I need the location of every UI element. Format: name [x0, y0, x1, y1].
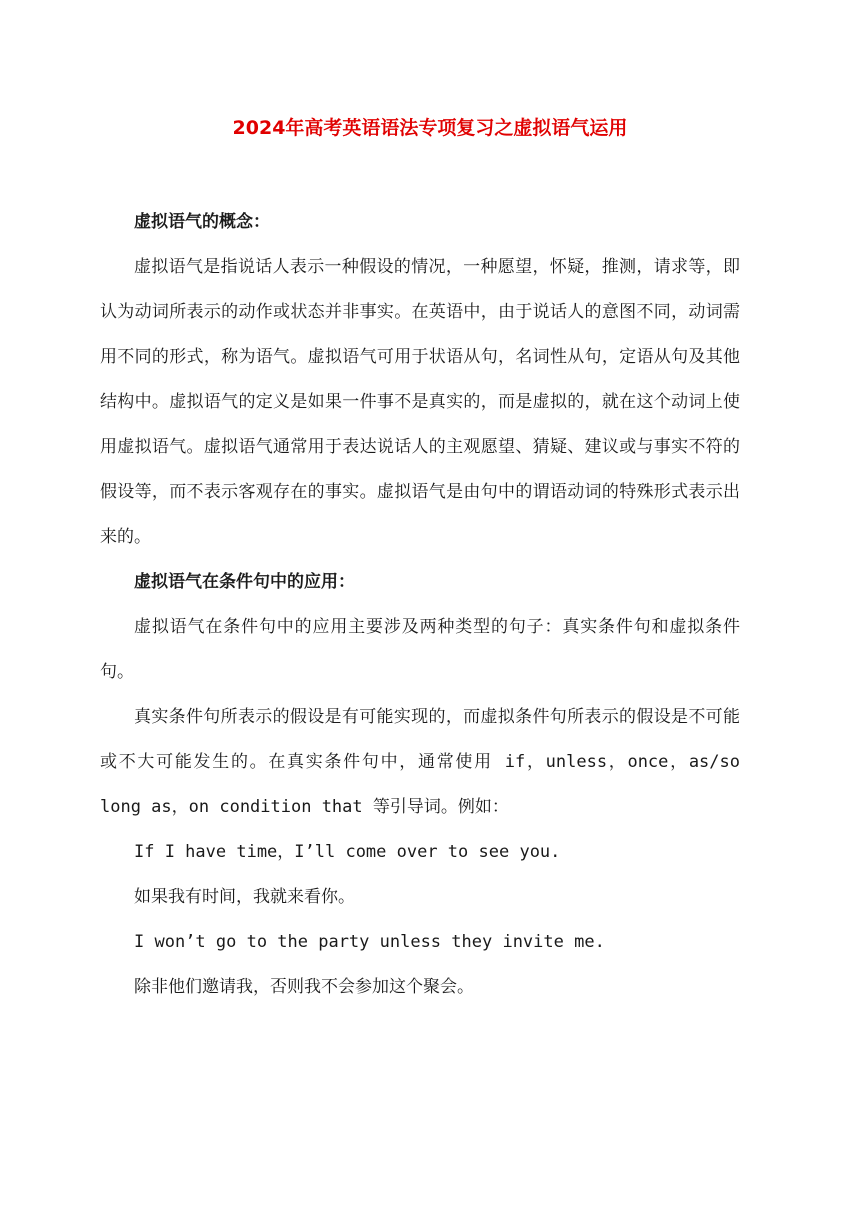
- section-heading-concept: 虚拟语气的概念：: [134, 212, 270, 232]
- document-body: [100, 200, 740, 1010]
- document-title: 2024年高考英语语法专项复习之虚拟语气运用: [232, 117, 628, 139]
- example-sentence-en-1: If I have time，I’ll come over to see you.: [134, 842, 561, 862]
- example-sentence-en-2: I won’t go to the party unless they invite me.: [134, 932, 605, 952]
- paragraph-definition: 虚拟语气是指说话人表示一种假设的情况，一种愿望，怀疑，推测，请求等，即认为动词所表示的动作或状态并非事实。在英语中，由于说话人的意图不同，动词需用不同的形式，称为语气。虚拟语气可用于状语从句，名词性从句，定语从句及其他结构中。虚拟语气的定义是如果一件事不是真实的，而是虚拟的，就在这个动词上使用虚拟语气。虚拟语气通常用于表达说话人的主观愿望、猜疑、建议或与事实不符的假设等，而不表示客观存在的事实。虚拟语气是由句中的谓语动词的特殊形式表示出来的。: [100, 257, 740, 547]
- paragraph-real-conditional: 真实条件句所表示的假设是有可能实现的，而虚拟条件句所表示的假设是不可能或不大可能发生的。在真实条件句中，通常使用 if，unless，once，as/so long as，on condition that 等引导词。例如：: [100, 707, 740, 817]
- example-sentence-zh-1: 如果我有时间，我就来看你。: [134, 887, 355, 907]
- example-sentence-zh-2: 除非他们邀请我，否则我不会参加这个聚会。: [134, 977, 474, 997]
- section-heading-conditional: 虚拟语气在条件句中的应用：: [134, 572, 355, 592]
- paragraph-conditional-types: 虚拟语气在条件句中的应用主要涉及两种类型的句子：真实条件句和虚拟条件句。: [100, 617, 740, 682]
